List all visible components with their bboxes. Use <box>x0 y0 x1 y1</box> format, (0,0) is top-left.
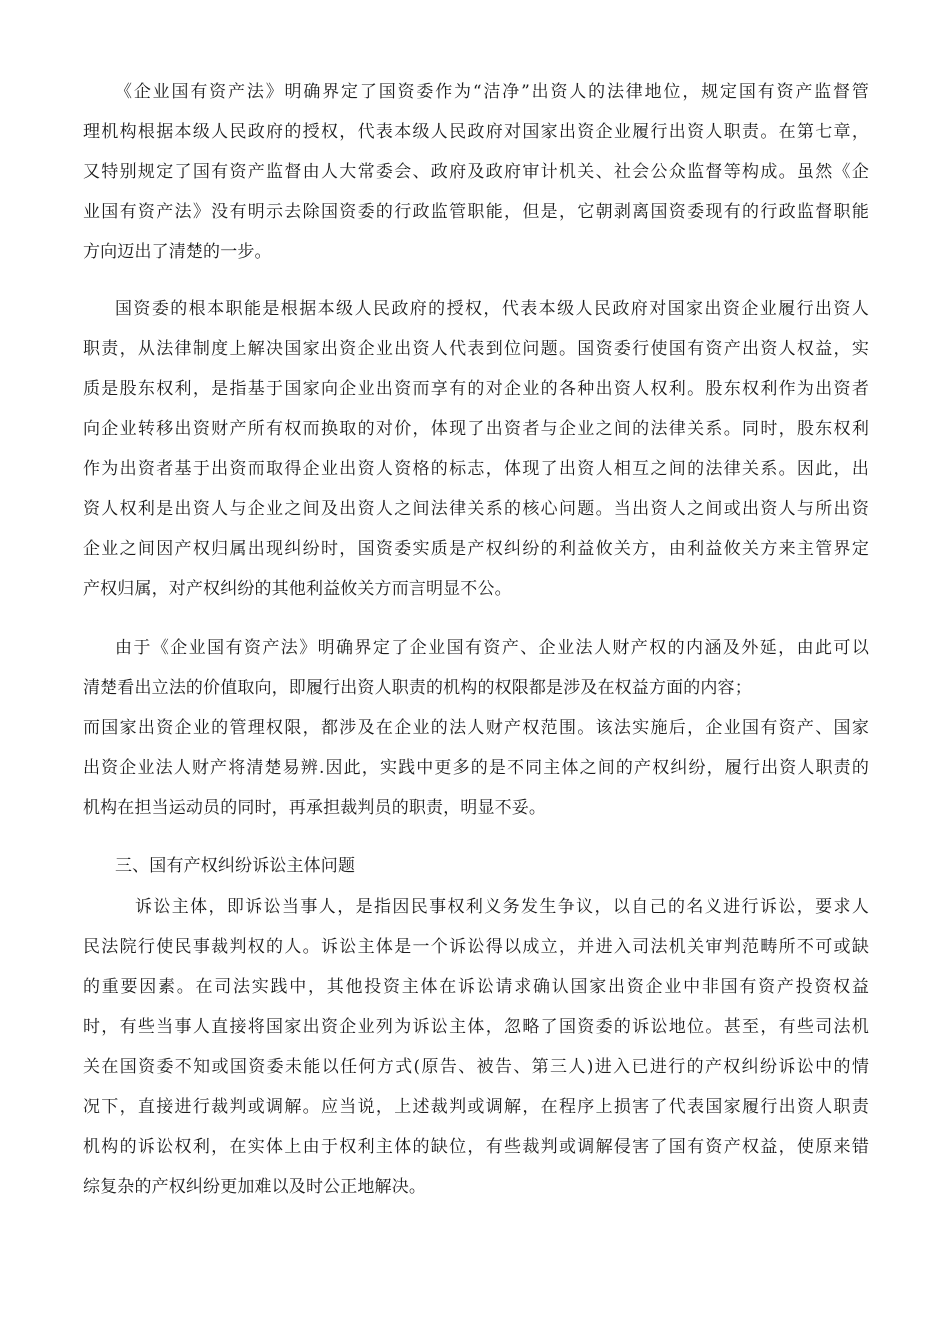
section-heading: 三、国有产权纠纷诉讼主体问题 <box>115 856 356 876</box>
text-line: 作为出资者基于出资而取得企业出资人资格的标志，体现了出资人相互之间的法律关系。因此，出 <box>83 459 869 479</box>
text-line: 向企业转移出资财产所有权而换取的对价，体现了出资者与企业之间的法律关系。同时，股东权利 <box>83 419 869 439</box>
text-line: 时，有些当事人直接将国家出资企业列为诉讼主体，忽略了国资委的诉讼地位。甚至，有些司法机 <box>83 1017 869 1037</box>
text-line: 况下，直接进行裁判或调解。应当说，上述裁判或调解，在程序上损害了代表国家履行出资人职责 <box>83 1097 869 1117</box>
text-line: 而国家出资企业的管理权限，都涉及在企业的法人财产权范围。该法实施后，企业国有资产、国家 <box>83 718 869 738</box>
text-line: 质是股东权利，是指基于国家向企业出资而享有的对企业的各种出资人权利。股东权利作为出资者 <box>83 379 869 399</box>
text-line: 业国有资产法》没有明示去除国资委的行政监管职能，但是，它朝剥离国资委现有的行政监督职能 <box>83 202 869 222</box>
text-line: 机构的诉讼权利，在实体上由于权利主体的缺位，有些裁判或调解侵害了国有资产权益，使原来错 <box>83 1137 869 1157</box>
text-line: 机构在担当运动员的同时，再承担裁判员的职责，明显不妥。 <box>83 798 547 818</box>
text-line: 由于《企业国有资产法》明确界定了企业国有资产、企业法人财产权的内涵及外延，由此可以 <box>115 638 869 658</box>
text-line: 方向迈出了清楚的一步。 <box>83 242 272 262</box>
text-line: 的重要因素。在司法实践中，其他投资主体在诉讼请求确认国家出资企业中非国有资产投资权益 <box>83 977 869 997</box>
text-line: 国资委的根本职能是根据本级人民政府的授权，代表本级人民政府对国家出资企业履行出资人 <box>115 299 869 319</box>
text-line: 资人权利是出资人与企业之间及出资人之间法律关系的核心问题。当出资人之间或出资人与所出资 <box>83 499 869 519</box>
text-line: 产权归属，对产权纠纷的其他利益攸关方而言明显不公。 <box>83 579 512 599</box>
text-line: 诉讼主体，即诉讼当事人，是指因民事权利义务发生争议，以自己的名义进行诉讼，要求人 <box>135 897 869 917</box>
text-line: 关在国资委不知或国资委未能以任何方式(原告、被告、第三人)进入已进行的产权纠纷诉讼中的情 <box>83 1057 869 1077</box>
text-line: 企业之间因产权归属出现纠纷时，国资委实质是产权纠纷的利益攸关方，由利益攸关方来主管界定 <box>83 539 869 559</box>
text-line: 《企业国有资产法》明确界定了国资委作为“洁净”出资人的法律地位，规定国有资产监督管 <box>115 82 869 102</box>
text-line: 综复杂的产权纠纷更加难以及时公正地解决。 <box>83 1177 426 1197</box>
text-line: 出资企业法人财产将清楚易辨.因此，实践中更多的是不同主体之间的产权纠纷，履行出资人职责的 <box>83 758 869 778</box>
text-line: 职责，从法律制度上解决国家出资企业出资人代表到位问题。国资委行使国有资产出资人权益，实 <box>83 339 869 359</box>
text-line: 清楚看出立法的价值取向，即履行出资人职责的机构的权限都是涉及在权益方面的内容； <box>83 678 752 698</box>
text-line: 民法院行使民事裁判权的人。诉讼主体是一个诉讼得以成立，并进入司法机关审判范畴所不可或缺 <box>83 937 869 957</box>
text-line: 又特别规定了国有资产监督由人大常委会、政府及政府审计机关、社会公众监督等构成。虽然《企 <box>83 162 869 182</box>
text-line: 理机构根据本级人民政府的授权，代表本级人民政府对国家出资企业履行出资人职责。在第七章， <box>83 122 869 142</box>
